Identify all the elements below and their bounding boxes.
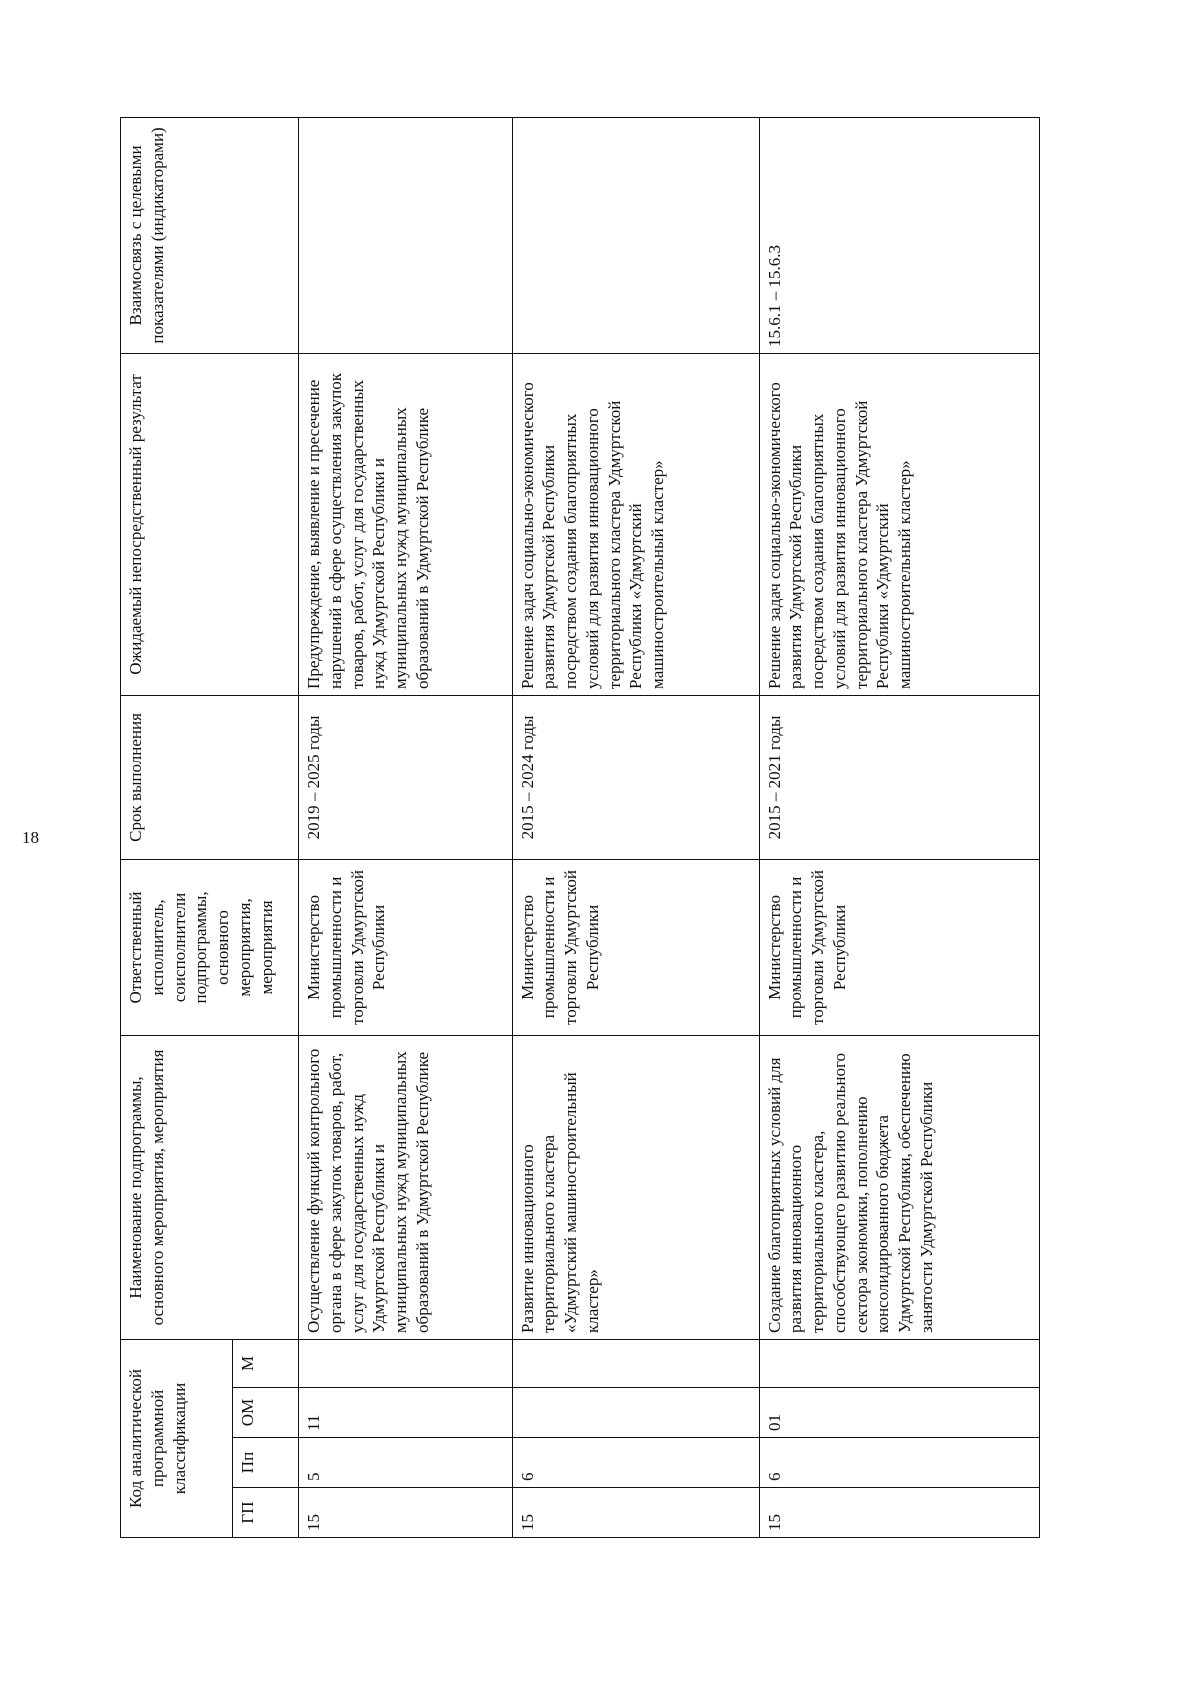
cell-m [512, 1339, 759, 1387]
cell-name: Осуществление функций контрольного органа в сфере закупок товаров, работ, услуг для государственных нужд Удмуртской Республики и муниципальных нужд муниципальных образований в Удмуртской Республике [299, 1035, 513, 1339]
cell-result: Решение задач социально-экономического развития Удмуртской Республики посредством создания благоприятных условий для развития инновационного территориального кластера Удмуртской Республики «Удмуртский машиностроительный кластер» [759, 353, 1039, 695]
cell-term: 2015 – 2024 годы [512, 695, 759, 859]
cell-gp: 15 [512, 1488, 759, 1538]
program-activities-table [120, 117, 1040, 1538]
header-m: М [233, 1339, 299, 1387]
table-row [512, 117, 759, 1537]
header-name: Наименование подпрограммы, основного мероприятия, мероприятия [121, 1035, 299, 1339]
header-pp: Пп [233, 1438, 299, 1488]
cell-result: Предупреждение, выявление и пресечение нарушений в сфере осуществления закупок товаров, работ, услуг для государственных нужд Удмуртской Республики и муниципальных нужд муниципальных образований в Удмуртской Республике [299, 353, 513, 695]
cell-om [512, 1388, 759, 1438]
table-row [759, 117, 1039, 1537]
cell-executor: Министерство промышленности и торговли Удмуртской Республики [759, 859, 1039, 1035]
header-executor: Ответственный исполнитель, соисполнители подпрограммы, основного мероприятия, мероприятия [121, 859, 299, 1035]
cell-name: Развитие инновационного территориального кластера «Удмуртский машиностроительный кластер» [512, 1035, 759, 1339]
cell-pp: 6 [512, 1438, 759, 1488]
cell-link [512, 117, 759, 353]
cell-pp: 6 [759, 1438, 1039, 1488]
page-number: 18 [22, 828, 39, 847]
cell-om: 11 [299, 1388, 513, 1438]
header-gp: ГП [233, 1488, 299, 1538]
cell-executor: Министерство промышленности и торговли Удмуртской Республики [512, 859, 759, 1035]
header-row [121, 117, 233, 1537]
header-term: Срок выполнения [121, 695, 299, 859]
cell-gp: 15 [299, 1488, 513, 1538]
header-link: Взаимосвязь с целевыми показателями (индикаторами) [121, 117, 299, 353]
header-om: ОМ [233, 1388, 299, 1438]
cell-gp: 15 [759, 1488, 1039, 1538]
cell-name: Создание благоприятных условий для развития инновационного территориального кластера, способствующего развитию реального сектора экономики, пополнению консолидированного бюджета Удмуртской Республики, обеспечению занятости Удмуртской Республики [759, 1035, 1039, 1339]
cell-term: 2019 – 2025 годы [299, 695, 513, 859]
cell-m [759, 1339, 1039, 1387]
rotated-page-content [120, 118, 1040, 1538]
header-code: Код аналитической программной классификации [121, 1339, 233, 1537]
header-result: Ожидаемый непосредственный результат [121, 353, 299, 695]
table-row [299, 117, 513, 1537]
cell-term: 2015 – 2021 годы [759, 695, 1039, 859]
cell-result: Решение задач социально-экономического развития Удмуртской Республики посредством создания благоприятных условий для развития инновационного территориального кластера Удмуртской Республики «Удмуртский машиностроительный кластер» [512, 353, 759, 695]
cell-om: 01 [759, 1388, 1039, 1438]
cell-m [299, 1339, 513, 1387]
cell-executor: Министерство промышленности и торговли Удмуртской Республики [299, 859, 513, 1035]
cell-link: 15.6.1 – 15.6.3 [759, 117, 1039, 353]
cell-pp: 5 [299, 1438, 513, 1488]
cell-link [299, 117, 513, 353]
